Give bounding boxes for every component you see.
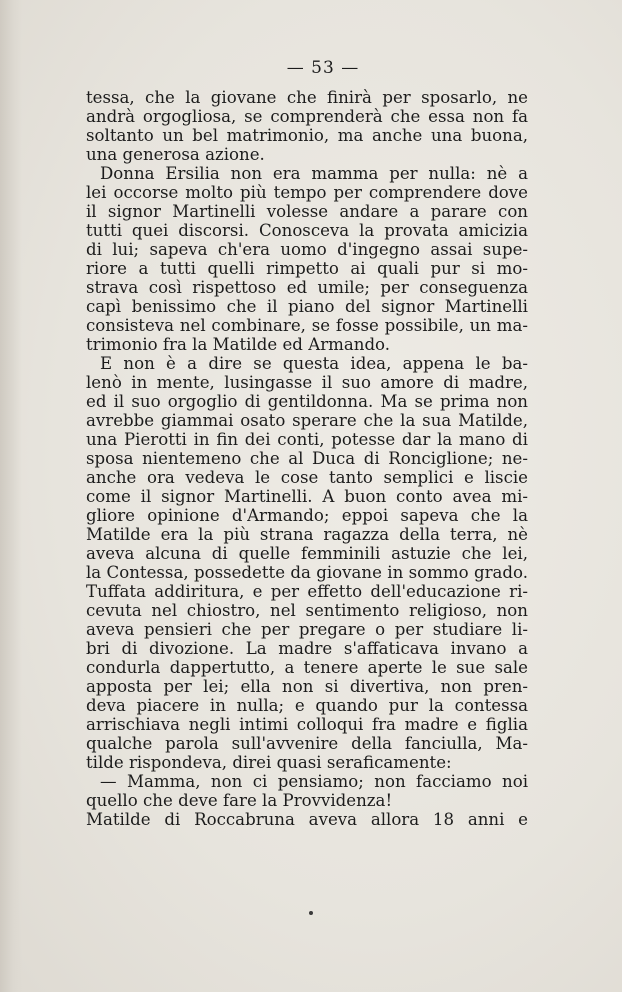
text-line: una Pierotti in fin dei conti, potesse dar la mano di <box>86 430 528 449</box>
text-line: apposta per lei; ella non si divertiva, non pren- <box>86 677 528 696</box>
text-line: avrebbe giammai osato sperare che la sua Matilde, <box>86 411 528 430</box>
page-number: — 53 — <box>286 58 360 78</box>
text-line: sposa nientemeno che al Duca di Ronciglione; ne- <box>86 449 528 468</box>
text-line: il signor Martinelli volesse andare a parare con <box>86 202 528 221</box>
text-line: strava così rispettoso ed umile; per conseguenza <box>86 278 528 297</box>
text-line: Matilde di Roccabruna aveva allora 18 anni e <box>86 810 528 829</box>
text-line: riore a tutti quelli rimpetto ai quali pur si mo- <box>86 259 528 278</box>
text-line: una generosa azione. <box>86 145 265 164</box>
text-line: lenò in mente, lusingasse il suo amore di madre, <box>86 373 528 392</box>
text-line: quello che deve fare la Provvidenza! <box>86 791 393 810</box>
text-line: lei occorse molto più tempo per comprendere dove <box>86 183 528 202</box>
text-line: deva piacere in nulla; e quando pur la contessa <box>86 696 528 715</box>
text-line: tilde rispondeva, direi quasi seraficamente: <box>86 753 452 772</box>
text-line: gliore opinione d'Armando; eppoi sapeva che la <box>86 506 528 525</box>
text-line: consisteva nel combinare, se fosse possibile, un ma- <box>86 316 528 335</box>
text-line: tessa, che la giovane che finirà per sposarlo, ne <box>86 88 528 107</box>
text-line: aveva alcuna di quelle femminili astuzie che lei, <box>86 544 528 563</box>
text-line: Tuffata addiritura, e per effetto dell'educazione ri- <box>86 582 528 601</box>
text-line: Matilde era la più strana ragazza della terra, nè <box>86 525 528 544</box>
text-line: aveva pensieri che per pregare o per studiare li- <box>86 620 528 639</box>
text-line: tutti quei discorsi. Conosceva la provata amicizia <box>86 221 528 240</box>
text-line: cevuta nel chiostro, nel sentimento religioso, non <box>86 601 528 620</box>
text-line: soltanto un bel matrimonio, ma anche una buona, <box>86 126 528 145</box>
text-line: condurla dappertutto, a tenere aperte le sue sale <box>86 658 528 677</box>
text-line: di lui; sapeva ch'era uomo d'ingegno assai supe- <box>86 240 528 259</box>
text-line: ed il suo orgoglio di gentildonna. Ma se prima non <box>86 392 528 411</box>
text-line: la Contessa, possedette da giovane in sommo grado. <box>86 563 528 582</box>
text-line: andrà orgogliosa, se comprenderà che essa non fa <box>86 107 528 126</box>
text-line: qualche parola sull'avvenire della fanciulla, Ma- <box>86 734 528 753</box>
text-line: come il signor Martinelli. A buon conto avea mi- <box>86 487 528 506</box>
ink-speck <box>309 911 313 915</box>
text-line: — Mamma, non ci pensiamo; non facciamo noi <box>100 772 528 791</box>
text-line: arrischiava negli intimi colloqui fra madre e figlia <box>86 715 528 734</box>
body-text <box>86 88 528 829</box>
text-line: capì benissimo che il piano del signor Martinelli <box>86 297 528 316</box>
text-line: Donna Ersilia non era mamma per nulla: nè a <box>100 164 528 183</box>
page-binding-shadow <box>0 0 22 992</box>
text-line: anche ora vedeva le cose tanto semplici e liscie <box>86 468 528 487</box>
text-line: bri di divozione. La madre s'affaticava invano a <box>86 639 528 658</box>
text-line: trimonio fra la Matilde ed Armando. <box>86 335 391 354</box>
text-line: E non è a dire se questa idea, appena le ba- <box>100 354 528 373</box>
